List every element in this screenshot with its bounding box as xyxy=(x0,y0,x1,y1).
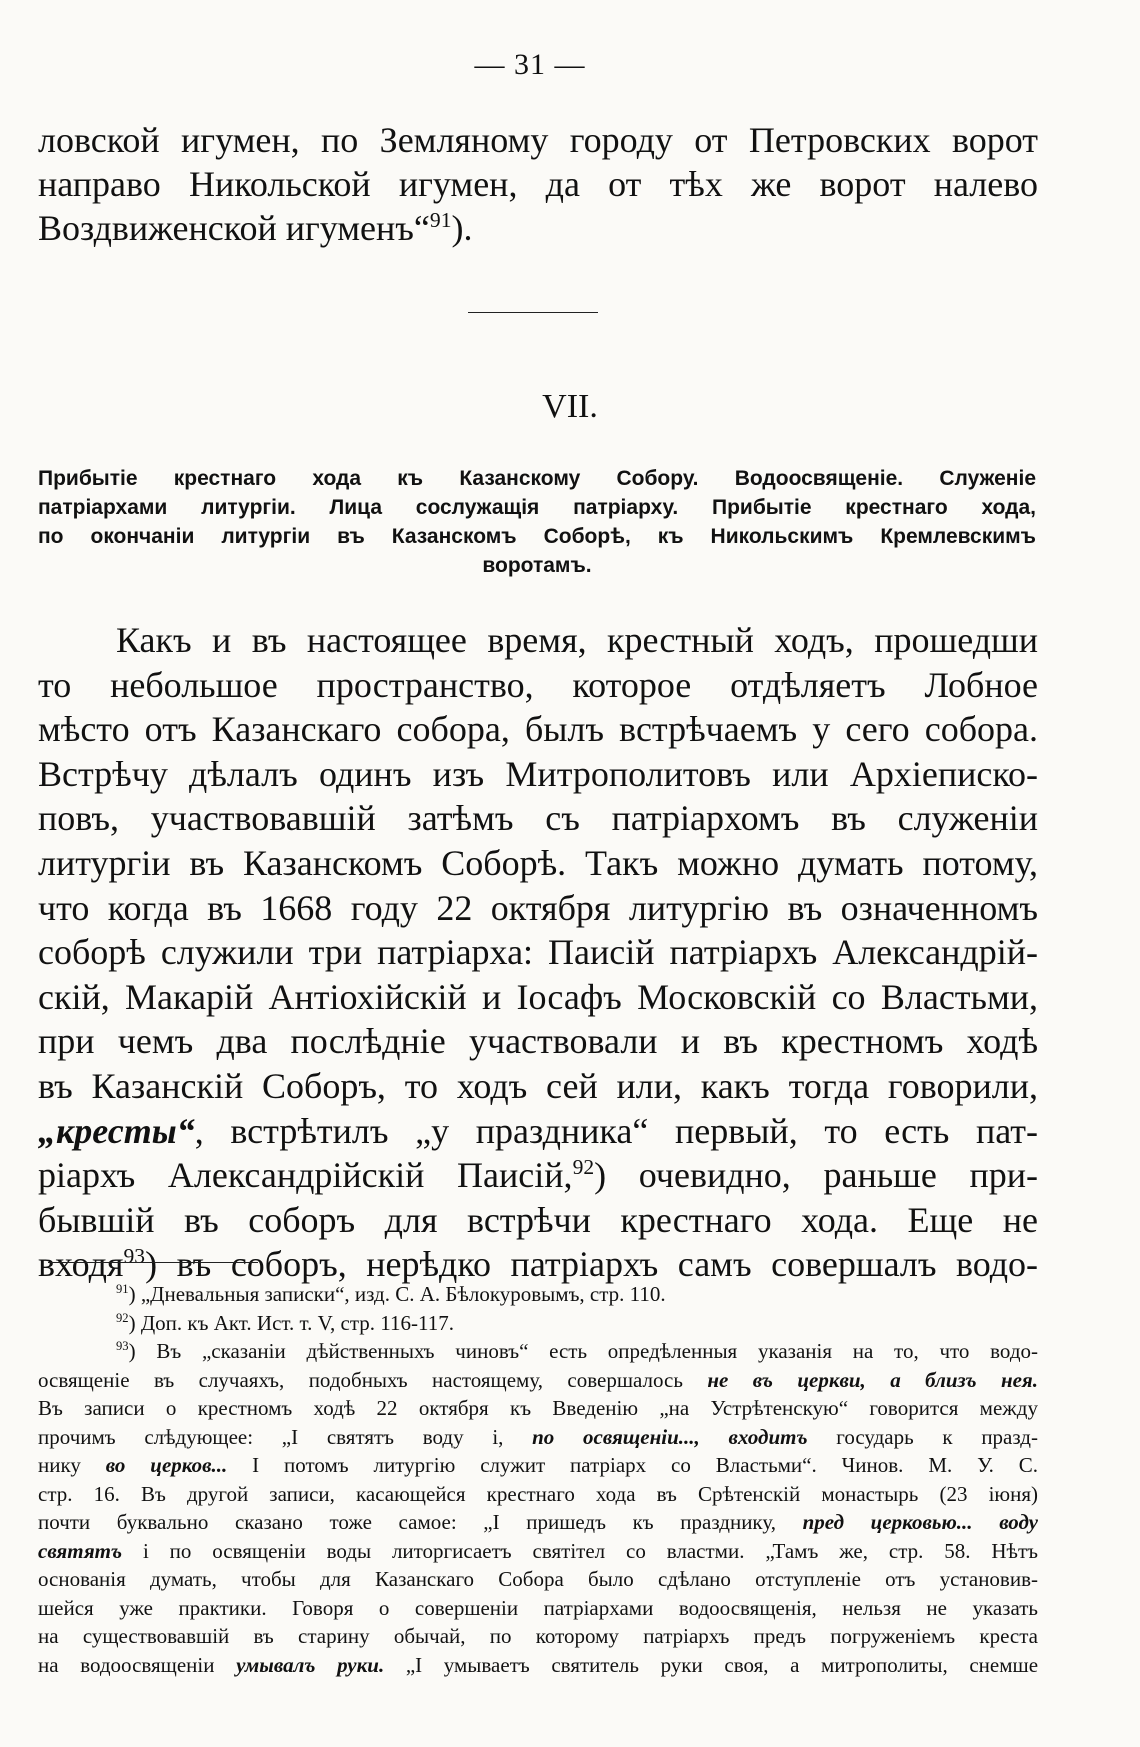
intro-paragraph xyxy=(38,118,1038,250)
footnote-ref: 93 xyxy=(123,1244,146,1269)
footnote-line: почти буквально сказано тоже самое: „І пришедъ къ празднику, пред церковью... воду xyxy=(38,1510,1038,1534)
text-line: бывшій въ соборъ для встрѣчи крестнаго хода. Еще не xyxy=(38,1199,1038,1240)
text-line: то небольшое пространство, которое отдѣляетъ Лобное xyxy=(38,664,1038,705)
footnote-line: шейся уже практики. Говоря о совершеніи патріархами водоосвященія, нельзя не указать xyxy=(38,1595,1038,1620)
footnote-line: основанія думать, чтобы для Казанскаго Собора было сдѣлано отступленіе отъ установив- xyxy=(38,1567,1038,1591)
text-line: входя$^{93}$) въ соборъ, нерѣдко патріархъ самъ совершалъ водо- xyxy=(38,1244,1038,1285)
footnote-line: освященіе въ случаяхъ, подобныхъ настоящему, совершалось не въ церкви, а близъ нея. xyxy=(38,1367,1038,1392)
page-number: — 31 — xyxy=(474,48,586,81)
heading-line: Прибытіе крестнаго хода къ Казанскому Собору. Водоосвященіе. Служеніе xyxy=(38,467,1036,490)
footnote-line: нику во церков... І потомъ литургію служит патріарх со Властьми“. Чинов. М. У. С. xyxy=(38,1453,1038,1477)
text-line: Какъ и въ настоящее время, крестный ходъ, прошедши xyxy=(116,620,1038,660)
text-line: ріархъ Александрійскій Паисій,$^{92}$) очевидно, раньше при- xyxy=(38,1155,1039,1196)
footnote-line: стр. 16. Въ другой записи, касающейся крестнаго хода въ Срѣтенскій монастырь (23 іюня) xyxy=(38,1481,1038,1506)
footnote-line: на существовавшій въ старину обычай, по которому патріархъ предъ погруженіемъ креста xyxy=(38,1624,1038,1648)
text-line: соборѣ служили три патріарха: Паисій патріархъ Александрій- xyxy=(38,932,1038,973)
heading-line: по окончаніи литургіи въ Казанскомъ Соборѣ, къ Никольскимъ Кремлевскимъ xyxy=(38,525,1036,548)
text-line: Воздвиженской игуменъ“$^{91}$). xyxy=(38,208,473,248)
text-line: скій, Макарій Антіохійскій и Іосафъ Московскій со Властьми, xyxy=(38,976,1038,1017)
chapter-summary-heading xyxy=(38,464,1036,580)
footnote-line: святятъ і по освященіи воды литоргисаетъ святітел со властми. „Тамъ же, стр. 58. Нѣтъ xyxy=(38,1538,1038,1563)
text-line: направо Никольской игумен, да от тѣх же ворот налево xyxy=(38,164,1038,204)
text-line: мѣсто отъ Казанскаго собора, былъ встрѣчаемъ у сего собора. xyxy=(38,709,1038,750)
footnote-line: прочимъ слѣдующее: „І святятъ воду і, по освященіи..., входитъ государь к празд- xyxy=(38,1424,1038,1449)
footnote-line: Въ записи о крестномъ ходѣ 22 октября къ Введенію „на Устрѣтенскую“ говорится между xyxy=(38,1396,1038,1420)
text-line: литургіи въ Казанскомъ Соборѣ. Такъ можно думать потому, xyxy=(38,842,1038,883)
text-line: въ Казанскій Соборъ, то ходъ сей или, какъ тогда говорили, xyxy=(38,1065,1038,1106)
footnotes xyxy=(38,1280,1038,1679)
text-line: Встрѣчу дѣлалъ одинъ изъ Митрополитовъ или Архіеписко- xyxy=(38,753,1038,794)
footnote-divider xyxy=(48,1262,258,1263)
text-line: при чемъ два послѣдніе участвовали и въ крестномъ ходѣ xyxy=(38,1021,1038,1062)
heading-line: воротамъ. xyxy=(482,554,592,577)
chapter-numeral: VII. xyxy=(542,388,598,425)
section-divider xyxy=(468,312,598,313)
footnote-92: $^{92}$) Доп. къ Акт. Ист. т. V, стр. 116-117. xyxy=(116,1310,454,1335)
main-paragraph xyxy=(38,618,1038,1287)
heading-line: патріархами литургіи. Лица сослужащія патріарху. Прибытіе крестнаго хода, xyxy=(38,496,1036,519)
text-line: повъ, участвовавшій затѣмъ съ патріархомъ въ служеніи xyxy=(38,798,1038,839)
footnote-line: на водоосвященіи умывалъ руки. „І умываетъ святитель руки своя, а митрополиты, снемше xyxy=(38,1652,1039,1677)
text-line: что когда въ 1668 году 22 октября литургію въ означенномъ xyxy=(38,887,1038,928)
text-line: „кресты“, встрѣтилъ „у праздника“ первый, то есть пат- xyxy=(38,1110,1038,1151)
footnote-ref: 92 xyxy=(572,1155,595,1180)
footnote-ref: 91 xyxy=(429,208,452,232)
footnote-93: $^{93}$) Въ „сказаніи дѣйственныхъ чиновъ“ есть опредѣленныя указанія на то, что водо- xyxy=(116,1339,1038,1363)
footnote-91: $^{91}$) „Дневальныя записки“, изд. С. А. Бѣлокуровымъ, стр. 110. xyxy=(116,1282,666,1306)
text-line: ловской игумен, по Земляному городу от Петровских ворот xyxy=(38,120,1038,160)
